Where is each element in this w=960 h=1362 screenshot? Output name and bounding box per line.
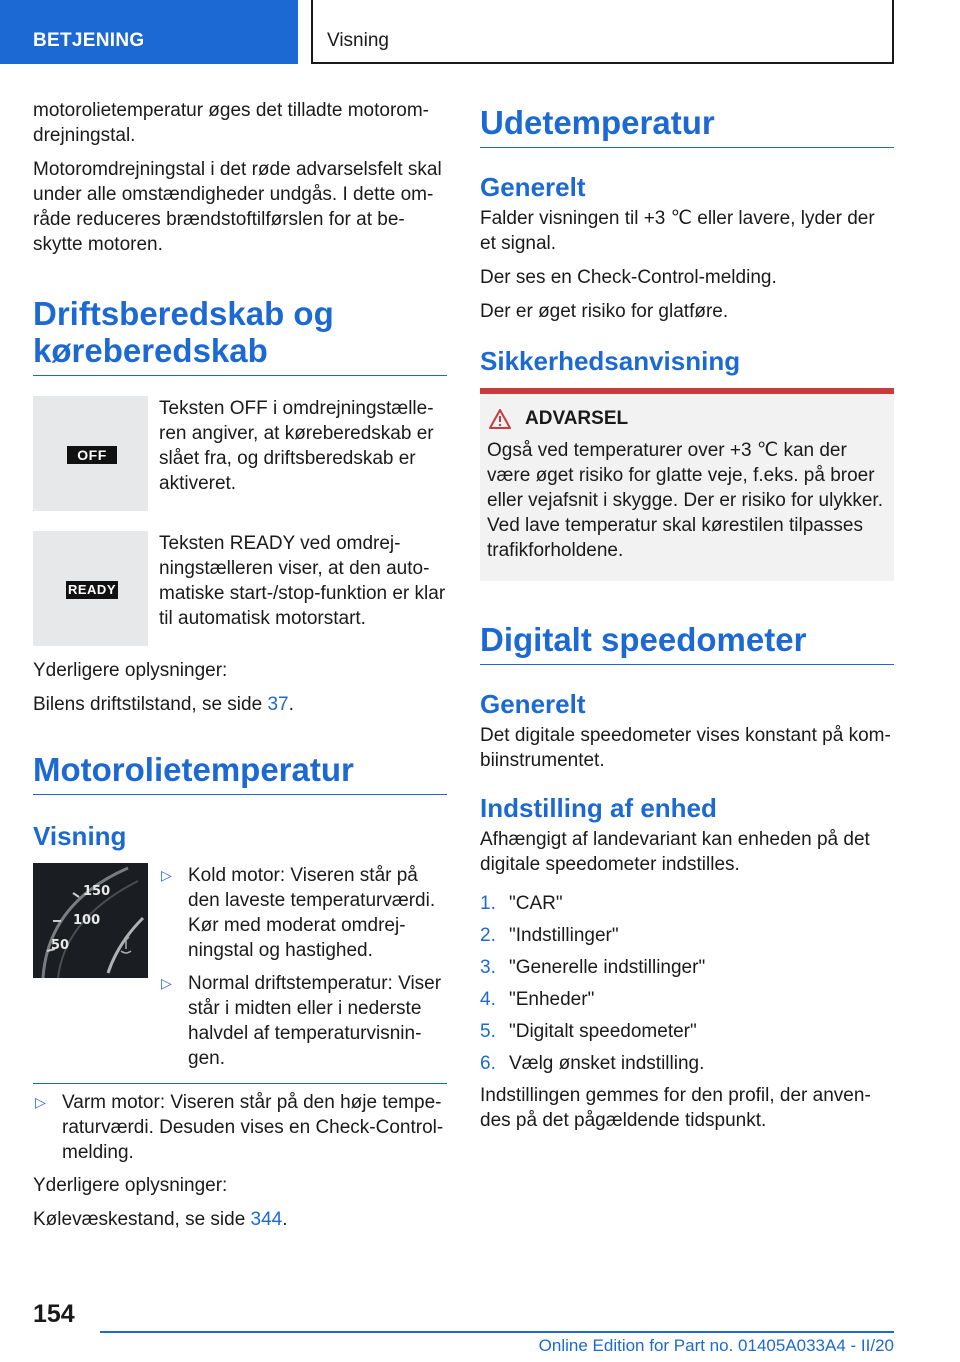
list-item [480, 955, 894, 980]
ude-heading: Udetemperatur [480, 104, 894, 148]
generelt-2-paragraph: Det digitale speedometer vises konstant på kombiinstrumentet. [480, 725, 891, 771]
header-chapter-label: Visning [327, 30, 389, 51]
warning-header [487, 408, 887, 430]
reference-1-text: Bilens driftstilstand, se side [33, 694, 268, 715]
steps-list [480, 891, 894, 1076]
header-section-tab [0, 0, 298, 64]
oil-heading: Motorolietemperatur [33, 751, 447, 795]
triangle-right-icon: ▷ [35, 1094, 46, 1110]
off-badge: OFF [67, 446, 117, 464]
list-item [480, 891, 894, 916]
right-column [480, 104, 894, 1142]
off-figure [33, 396, 148, 511]
hot-bullet-list [33, 1083, 447, 1165]
warning-text: Også ved temperaturer over +3 ℃ kan der være øget risiko for glatte veje, f.eks. på broer eller vejafsnit i skygge. Der er risiko for ulykker. Ved lave temperatur skal kørestilen tilpasses trafikforholdene. [487, 440, 883, 561]
ready-description: Teksten READY ved omdrejningstælleren viser, at den automatiske start-/stop-funktion er klar til automatisk motorstart. [159, 533, 446, 629]
step-number: 6. [480, 1053, 496, 1074]
off-description: Teksten OFF i omdrejningstælleren angiver, at køreberedskab er slået fra, og driftsberedskab er aktiveret. [159, 398, 434, 494]
list-item [159, 863, 447, 963]
left-column [33, 98, 447, 1241]
bullet-text-normal: Normal driftstemperatur: Viser står i midten eller i nederste halvdel af temperaturvisningen. [188, 973, 442, 1069]
bullet-text-hot: Varm motor: Viseren står på den høje temperaturværdi. Desuden vises en Check-Control-melding. [62, 1092, 444, 1163]
list-item [480, 1019, 894, 1044]
step-text: Vælg ønsket indstilling. [509, 1053, 705, 1074]
triangle-right-icon: ▷ [161, 975, 172, 991]
step-text: "Indstillinger" [509, 925, 619, 946]
reference-1-end: . [288, 694, 294, 715]
list-item [159, 971, 447, 1071]
generelt-1-paragraph-3: Der er øget risiko for glatføre. [480, 301, 729, 322]
warning-triangle-icon [489, 409, 511, 429]
speedo-heading: Digitalt speedometer [480, 621, 894, 665]
footer-divider [100, 1331, 894, 1333]
step-text: "Digitalt speedometer" [509, 1021, 697, 1042]
warning-box [480, 388, 894, 581]
list-item [33, 1090, 447, 1165]
header-section-label: BETJENING [33, 30, 145, 51]
warning-label: ADVARSEL [525, 408, 629, 429]
step-number: 4. [480, 989, 496, 1010]
step-text: "Enheder" [509, 989, 595, 1010]
step-number: 5. [480, 1021, 496, 1042]
generelt-1-paragraph-1: Falder visningen til +3 ℃ eller lavere, lyder der et signal. [480, 208, 875, 254]
reference-1-link[interactable]: 37 [267, 694, 289, 715]
generelt-heading-1: Generelt [480, 172, 586, 202]
reference-2-text: Kølevæskestand, se side [33, 1209, 251, 1230]
safety-heading: Sikkerhedsanvisning [480, 346, 741, 376]
list-item [480, 987, 894, 1012]
step-number: 2. [480, 925, 496, 946]
header-chapter-tab [311, 0, 894, 64]
list-item [480, 923, 894, 948]
reference-2-end: . [282, 1209, 288, 1230]
footer-edition: Online Edition for Part no. 01405A033A4 - II/20 [538, 1336, 894, 1355]
step-text: "CAR" [509, 893, 563, 914]
closing-paragraph: Indstillingen gemmes for den profil, der anvendes på det pågældende tidspunkt. [480, 1085, 871, 1131]
temperature-gauge-graphic [33, 863, 148, 978]
generelt-heading-2: Generelt [480, 689, 586, 719]
step-text: "Generelle indstillinger" [509, 957, 706, 978]
visning-heading: Visning [33, 821, 127, 851]
unit-paragraph: Afhængigt af landevariant kan enheden på det digitale speedometer indstilles. [480, 829, 870, 875]
temperature-gauge-figure [33, 863, 148, 978]
page-number: 154 [33, 1300, 75, 1328]
gauge-label-150: 150 [83, 884, 111, 899]
list-item [480, 1051, 894, 1076]
ready-figure-row [33, 531, 447, 646]
intro-paragraph-2: Motoromdrejningstal i det røde advarselsfelt skal under alle omstændigheder undgås. I dette område reduceres brændstoftilførslen for at beskytte motoren. [33, 159, 442, 255]
drift-heading: Driftsberedskab og køreberedskab [33, 295, 447, 376]
ready-badge: READY [67, 582, 116, 597]
gauge-figure-row [33, 863, 447, 1079]
reference-1 [33, 692, 447, 717]
generelt-1-paragraph-2: Der ses en Check-Control-melding. [480, 267, 777, 288]
more-info-label-1: Yderligere oplysninger: [33, 660, 228, 681]
more-info-label-2: Yderligere oplysninger: [33, 1175, 228, 1196]
reference-2-link[interactable]: 344 [250, 1209, 283, 1230]
reference-2 [33, 1207, 447, 1232]
gauge-bullet-list [159, 863, 447, 1079]
off-figure-row [33, 396, 447, 511]
intro-paragraph-1: motorolietemperatur øges det tilladte motoromdrejningstal. [33, 100, 429, 146]
bullet-text-cold: Kold motor: Viseren står på den laveste temperaturværdi. Kør med moderat omdrejningstal og hastighed. [188, 865, 436, 961]
ready-figure [33, 531, 148, 646]
step-number: 1. [480, 893, 496, 914]
gauge-label-100: 100 [73, 913, 101, 928]
unit-heading: Indstilling af enhed [480, 793, 717, 823]
gauge-label-50: 50 [51, 938, 70, 953]
triangle-right-icon: ▷ [161, 867, 172, 883]
step-number: 3. [480, 957, 496, 978]
